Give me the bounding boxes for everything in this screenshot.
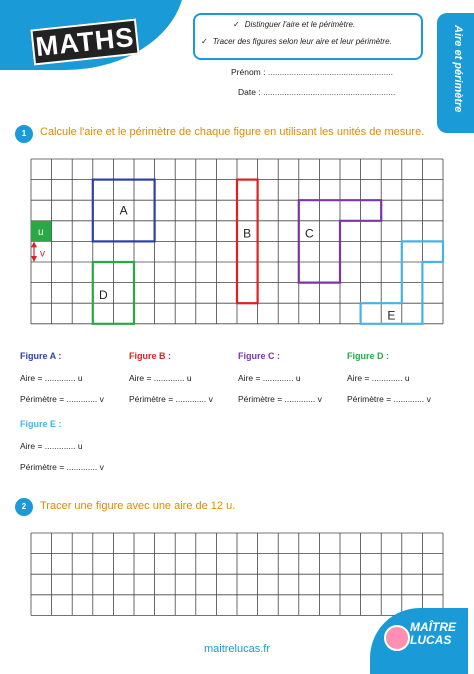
figure-c-title: Figure C : xyxy=(238,351,280,361)
arrow-up-icon xyxy=(31,241,37,247)
figure-c-label: C xyxy=(304,226,314,241)
objective-1: ✓ Distinguer l'aire et le périmètre. xyxy=(233,20,356,29)
figure-e-aire[interactable]: Aire = ............. u xyxy=(20,441,83,451)
figure-e-answers xyxy=(20,419,104,483)
arrow-down-icon xyxy=(31,256,37,262)
unit-length-label: v xyxy=(40,248,45,260)
figure-b-perimetre[interactable]: Périmètre = ............. v xyxy=(129,394,213,404)
subject-badge: MATHS xyxy=(30,19,139,66)
figure-c-aire[interactable]: Aire = ............. u xyxy=(238,373,301,383)
side-title: Aire et périmètre xyxy=(452,25,464,113)
check-icon: ✓ xyxy=(201,37,208,46)
objective-2: ✓ Tracer des figures selon leur aire et leur périmètre. xyxy=(201,37,392,46)
figure-a-label: A xyxy=(119,203,128,218)
brain-icon xyxy=(384,625,410,651)
figure-a-perimetre[interactable]: Périmètre = ............. v xyxy=(20,394,104,404)
figure-c-perimetre[interactable]: Périmètre = ............. v xyxy=(238,394,322,404)
figure-d-answers xyxy=(347,351,431,415)
figure-b-answers xyxy=(129,351,213,415)
figure-b-title: Figure B : xyxy=(129,351,171,361)
prenom-field[interactable]: Prénom : ..................................................... xyxy=(231,67,394,77)
figure-d-label: D xyxy=(98,288,108,303)
grid-exercise-2 xyxy=(31,533,443,615)
logo-text: MAÎTRE LUCAS xyxy=(410,620,456,647)
exercise-1-number: 1 xyxy=(15,125,33,143)
footer-url[interactable]: maitrelucas.fr xyxy=(203,643,271,655)
figure-d-aire[interactable]: Aire = ............. u xyxy=(347,373,410,383)
exercise-1-instruction: Calcule l'aire et le périmètre de chaque figure en utilisant les unités de mesure. xyxy=(40,126,425,138)
figure-e-label: E xyxy=(387,308,396,323)
figure-a-aire[interactable]: Aire = ............. u xyxy=(20,373,83,383)
figure-c-answers xyxy=(238,351,322,415)
figure-e-title: Figure E : xyxy=(20,419,62,429)
date-field[interactable]: Date : ........................................................ xyxy=(238,87,396,97)
figure-d-title: Figure D : xyxy=(347,351,389,361)
figure-a-title: Figure A : xyxy=(20,351,62,361)
figure-b-label: B xyxy=(243,226,252,241)
unit-area-label: u xyxy=(38,226,44,238)
figure-a-answers xyxy=(20,351,104,415)
figure-e-perimetre[interactable]: Périmètre = ............. v xyxy=(20,462,104,472)
exercise-2-number: 2 xyxy=(15,498,33,516)
figure-d-perimetre[interactable]: Périmètre = ............. v xyxy=(347,394,431,404)
exercise-2-instruction: Tracer une figure avec une aire de 12 u. xyxy=(40,500,236,512)
check-icon: ✓ xyxy=(233,20,240,29)
figure-b-aire[interactable]: Aire = ............. u xyxy=(129,373,192,383)
